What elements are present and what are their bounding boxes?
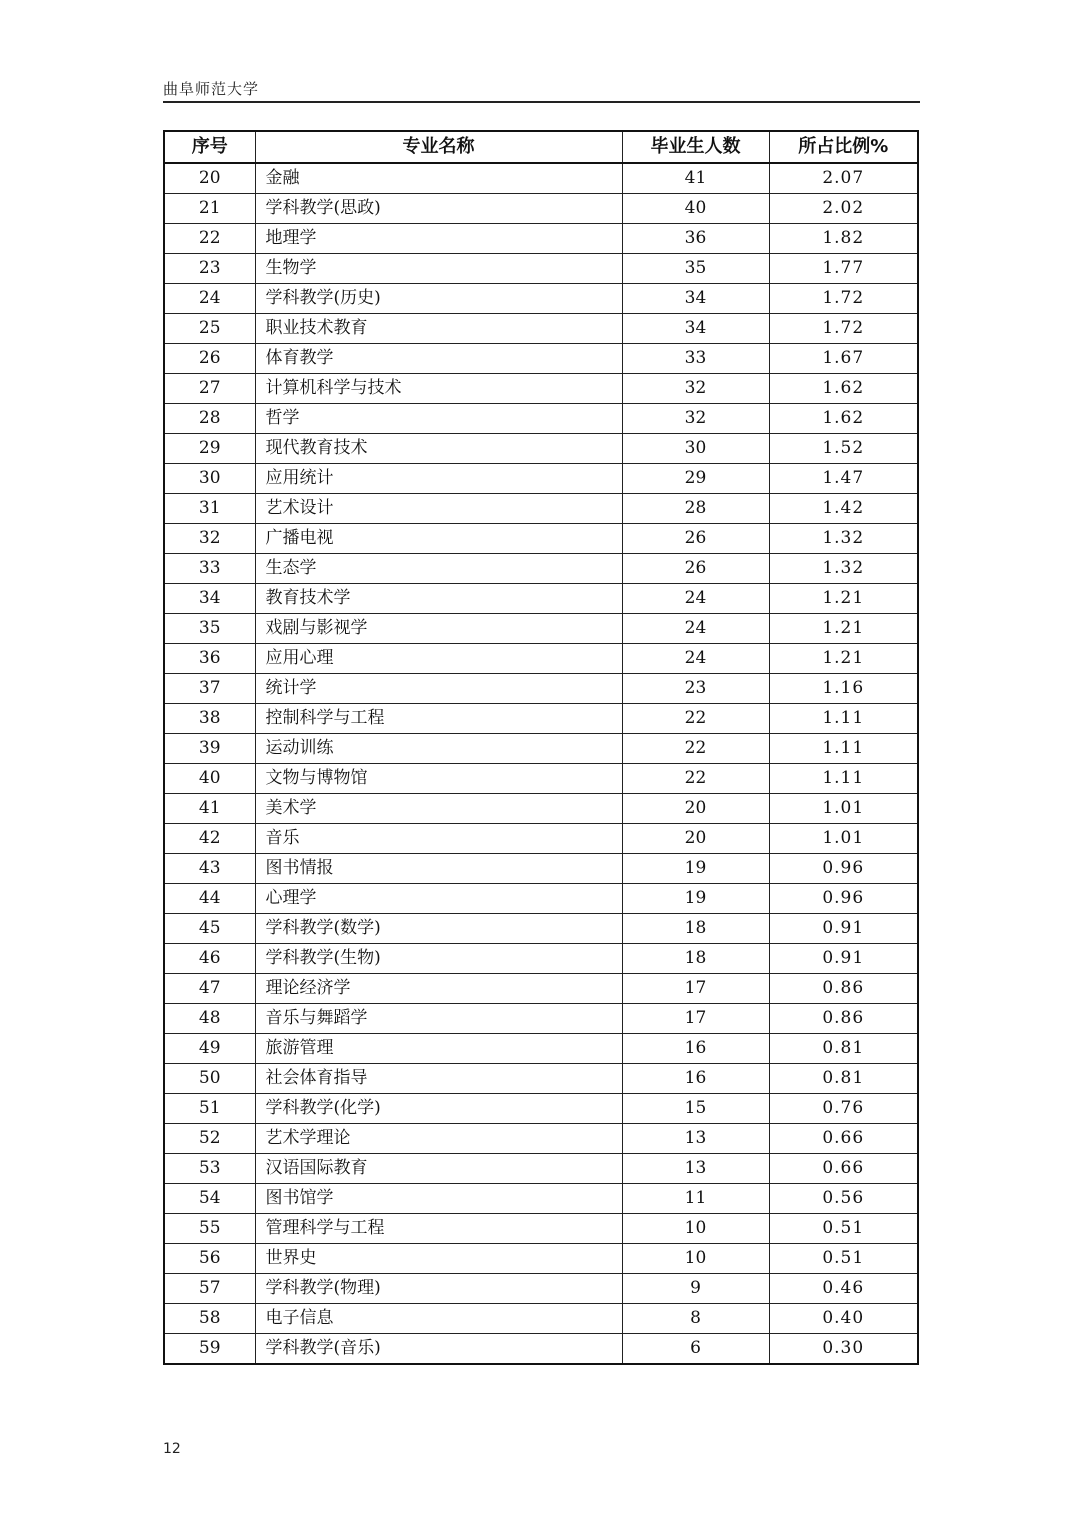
row-index: 53: [164, 1154, 255, 1184]
table-row: [164, 1244, 918, 1274]
table-row: [164, 1184, 918, 1214]
graduate-count: 22: [622, 704, 769, 734]
column-header-major: 专业名称: [255, 131, 622, 163]
percentage: 1.67: [769, 344, 918, 374]
percentage: 0.76: [769, 1094, 918, 1124]
row-index: 22: [164, 224, 255, 254]
row-index: 33: [164, 554, 255, 584]
percentage: 0.40: [769, 1304, 918, 1334]
percentage: 0.46: [769, 1274, 918, 1304]
percentage: 0.96: [769, 884, 918, 914]
percentage: 0.81: [769, 1064, 918, 1094]
page-number: 12: [163, 1441, 181, 1457]
percentage: 1.32: [769, 524, 918, 554]
graduate-count: 29: [622, 464, 769, 494]
row-index: 45: [164, 914, 255, 944]
row-index: 48: [164, 1004, 255, 1034]
percentage: 1.01: [769, 824, 918, 854]
major-name: 戏剧与影视学: [255, 614, 622, 644]
graduate-count: 22: [622, 734, 769, 764]
percentage: 0.51: [769, 1244, 918, 1274]
major-name: 汉语国际教育: [255, 1154, 622, 1184]
row-index: 50: [164, 1064, 255, 1094]
major-name: 学科教学(音乐): [255, 1334, 622, 1365]
percentage: 1.62: [769, 404, 918, 434]
row-index: 24: [164, 284, 255, 314]
row-index: 30: [164, 464, 255, 494]
row-index: 46: [164, 944, 255, 974]
major-name: 学科教学(数学): [255, 914, 622, 944]
column-header-index: 序号: [164, 131, 255, 163]
table-row: [164, 163, 918, 194]
table-row: [164, 1124, 918, 1154]
graduate-count: 18: [622, 944, 769, 974]
table-row: [164, 884, 918, 914]
graduates-by-major-table: [163, 130, 919, 1365]
university-name: 曲阜师范大学: [163, 80, 260, 98]
major-name: 社会体育指导: [255, 1064, 622, 1094]
graduate-count: 13: [622, 1124, 769, 1154]
table-row: [164, 1094, 918, 1124]
column-header-percentage: 所占比例%: [769, 131, 918, 163]
major-name: 广播电视: [255, 524, 622, 554]
table-row: [164, 584, 918, 614]
row-index: 27: [164, 374, 255, 404]
major-name: 体育教学: [255, 344, 622, 374]
major-name: 文物与博物馆: [255, 764, 622, 794]
row-index: 44: [164, 884, 255, 914]
major-name: 音乐: [255, 824, 622, 854]
graduate-count: 28: [622, 494, 769, 524]
graduate-count: 24: [622, 644, 769, 674]
graduate-count: 11: [622, 1184, 769, 1214]
table-row: [164, 344, 918, 374]
percentage: 0.86: [769, 1004, 918, 1034]
table-row: [164, 254, 918, 284]
major-name: 控制科学与工程: [255, 704, 622, 734]
major-name: 电子信息: [255, 1304, 622, 1334]
percentage: 1.21: [769, 644, 918, 674]
row-index: 56: [164, 1244, 255, 1274]
percentage: 1.11: [769, 704, 918, 734]
percentage: 1.32: [769, 554, 918, 584]
table-row: [164, 1334, 918, 1365]
row-index: 59: [164, 1334, 255, 1365]
graduate-count: 34: [622, 284, 769, 314]
graduate-count: 13: [622, 1154, 769, 1184]
graduate-count: 35: [622, 254, 769, 284]
table-row: [164, 764, 918, 794]
major-name: 理论经济学: [255, 974, 622, 1004]
major-name: 管理科学与工程: [255, 1214, 622, 1244]
row-index: 55: [164, 1214, 255, 1244]
major-name: 学科教学(物理): [255, 1274, 622, 1304]
percentage: 0.96: [769, 854, 918, 884]
table-row: [164, 404, 918, 434]
major-name: 艺术学理论: [255, 1124, 622, 1154]
graduate-count: 20: [622, 794, 769, 824]
major-name: 金融: [255, 163, 622, 194]
table-body: [164, 163, 918, 1364]
graduate-count: 32: [622, 374, 769, 404]
row-index: 20: [164, 163, 255, 194]
percentage: 1.72: [769, 314, 918, 344]
percentage: 1.52: [769, 434, 918, 464]
row-index: 23: [164, 254, 255, 284]
graduate-count: 19: [622, 884, 769, 914]
row-index: 58: [164, 1304, 255, 1334]
row-index: 32: [164, 524, 255, 554]
table-row: [164, 614, 918, 644]
row-index: 31: [164, 494, 255, 524]
graduate-count: 19: [622, 854, 769, 884]
graduate-count: 30: [622, 434, 769, 464]
row-index: 25: [164, 314, 255, 344]
percentage: 1.16: [769, 674, 918, 704]
table-row: [164, 494, 918, 524]
table-row: [164, 704, 918, 734]
table-row: [164, 854, 918, 884]
major-name: 旅游管理: [255, 1034, 622, 1064]
percentage: 1.21: [769, 614, 918, 644]
row-index: 43: [164, 854, 255, 884]
table-row: [164, 314, 918, 344]
row-index: 28: [164, 404, 255, 434]
graduate-count: 17: [622, 1004, 769, 1034]
percentage: 1.11: [769, 764, 918, 794]
graduate-count: 10: [622, 1214, 769, 1244]
major-name: 哲学: [255, 404, 622, 434]
row-index: 41: [164, 794, 255, 824]
graduate-count: 16: [622, 1034, 769, 1064]
graduate-count: 32: [622, 404, 769, 434]
major-name: 学科教学(思政): [255, 194, 622, 224]
table-row: [164, 1214, 918, 1244]
percentage: 1.01: [769, 794, 918, 824]
percentage: 2.02: [769, 194, 918, 224]
graduate-count: 24: [622, 584, 769, 614]
row-index: 49: [164, 1034, 255, 1064]
table-row: [164, 794, 918, 824]
table-row: [164, 1034, 918, 1064]
table-row: [164, 974, 918, 1004]
percentage: 1.62: [769, 374, 918, 404]
percentage: 1.21: [769, 584, 918, 614]
graduate-count: 33: [622, 344, 769, 374]
graduate-count: 10: [622, 1244, 769, 1274]
major-name: 世界史: [255, 1244, 622, 1274]
page-header: [163, 76, 920, 103]
row-index: 35: [164, 614, 255, 644]
row-index: 34: [164, 584, 255, 614]
graduate-count: 6: [622, 1334, 769, 1365]
major-name: 学科教学(化学): [255, 1094, 622, 1124]
table-row: [164, 224, 918, 254]
percentage: 1.77: [769, 254, 918, 284]
table-row: [164, 464, 918, 494]
percentage: 1.72: [769, 284, 918, 314]
row-index: 26: [164, 344, 255, 374]
table-row: [164, 1304, 918, 1334]
table-row: [164, 1274, 918, 1304]
major-name: 生态学: [255, 554, 622, 584]
table-row: [164, 1004, 918, 1034]
major-name: 应用统计: [255, 464, 622, 494]
graduate-count: 26: [622, 554, 769, 584]
major-name: 地理学: [255, 224, 622, 254]
table-row: [164, 734, 918, 764]
graduate-count: 40: [622, 194, 769, 224]
table-row: [164, 824, 918, 854]
row-index: 37: [164, 674, 255, 704]
row-index: 47: [164, 974, 255, 1004]
graduate-count: 22: [622, 764, 769, 794]
row-index: 52: [164, 1124, 255, 1154]
major-name: 图书馆学: [255, 1184, 622, 1214]
percentage: 0.30: [769, 1334, 918, 1365]
row-index: 38: [164, 704, 255, 734]
percentage: 0.51: [769, 1214, 918, 1244]
table-row: [164, 284, 918, 314]
percentage: 1.11: [769, 734, 918, 764]
row-index: 21: [164, 194, 255, 224]
table-row: [164, 374, 918, 404]
graduate-count: 23: [622, 674, 769, 704]
percentage: 1.82: [769, 224, 918, 254]
graduate-count: 26: [622, 524, 769, 554]
graduate-count: 8: [622, 1304, 769, 1334]
major-name: 艺术设计: [255, 494, 622, 524]
row-index: 39: [164, 734, 255, 764]
major-name: 教育技术学: [255, 584, 622, 614]
major-name: 应用心理: [255, 644, 622, 674]
percentage: 0.66: [769, 1124, 918, 1154]
table-row: [164, 914, 918, 944]
graduate-count: 15: [622, 1094, 769, 1124]
table-row: [164, 524, 918, 554]
major-name: 职业技术教育: [255, 314, 622, 344]
row-index: 36: [164, 644, 255, 674]
graduate-count: 34: [622, 314, 769, 344]
table-row: [164, 434, 918, 464]
percentage: 1.47: [769, 464, 918, 494]
row-index: 40: [164, 764, 255, 794]
percentage: 0.86: [769, 974, 918, 1004]
major-name: 生物学: [255, 254, 622, 284]
table-row: [164, 644, 918, 674]
major-name: 音乐与舞蹈学: [255, 1004, 622, 1034]
major-name: 学科教学(生物): [255, 944, 622, 974]
row-index: 54: [164, 1184, 255, 1214]
major-name: 运动训练: [255, 734, 622, 764]
graduate-count: 18: [622, 914, 769, 944]
table-row: [164, 1064, 918, 1094]
percentage: 1.42: [769, 494, 918, 524]
major-name: 心理学: [255, 884, 622, 914]
table-row: [164, 554, 918, 584]
percentage: 0.56: [769, 1184, 918, 1214]
graduate-count: 9: [622, 1274, 769, 1304]
graduate-count: 20: [622, 824, 769, 854]
table-row: [164, 1154, 918, 1184]
table-row: [164, 674, 918, 704]
table-header-row: [164, 131, 918, 163]
graduate-count: 24: [622, 614, 769, 644]
percentage: 2.07: [769, 163, 918, 194]
percentage: 0.66: [769, 1154, 918, 1184]
table-row: [164, 194, 918, 224]
percentage: 0.91: [769, 944, 918, 974]
major-name: 计算机科学与技术: [255, 374, 622, 404]
graduate-count: 16: [622, 1064, 769, 1094]
table-row: [164, 944, 918, 974]
major-name: 统计学: [255, 674, 622, 704]
major-name: 学科教学(历史): [255, 284, 622, 314]
row-index: 42: [164, 824, 255, 854]
major-name: 图书情报: [255, 854, 622, 884]
graduate-count: 17: [622, 974, 769, 1004]
row-index: 57: [164, 1274, 255, 1304]
percentage: 0.81: [769, 1034, 918, 1064]
column-header-graduates: 毕业生人数: [622, 131, 769, 163]
graduate-count: 41: [622, 163, 769, 194]
major-name: 现代教育技术: [255, 434, 622, 464]
row-index: 51: [164, 1094, 255, 1124]
graduate-count: 36: [622, 224, 769, 254]
row-index: 29: [164, 434, 255, 464]
major-name: 美术学: [255, 794, 622, 824]
percentage: 0.91: [769, 914, 918, 944]
